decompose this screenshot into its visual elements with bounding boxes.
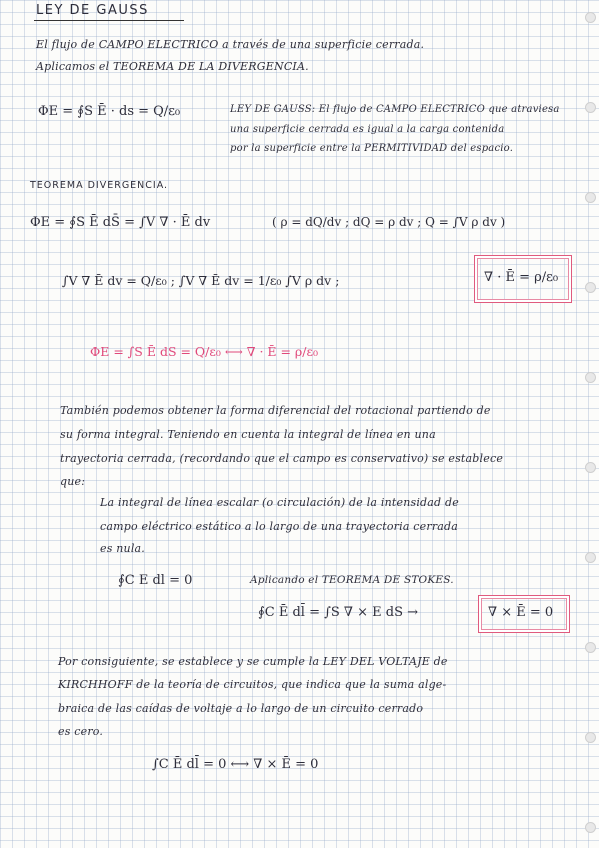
binder-hole xyxy=(585,282,596,293)
gauss-definition-1: LEY DE GAUSS: El flujo de CAMPO ELECTRICO que atraviesa xyxy=(230,104,560,115)
intro-line-1: El flujo de CAMPO ELECTRICO a través de una superficie cerrada. xyxy=(36,38,425,51)
binder-hole xyxy=(585,192,596,203)
section-divergence: TEOREMA DIVERGENCIA. xyxy=(30,180,169,191)
binder-hole xyxy=(585,552,596,563)
divergence-result: ∇ · Ē = ρ/ε₀ xyxy=(484,270,559,285)
paragraph-2-line-3: trayectoria cerrada, (recordando que el campo es conservativo) se establece xyxy=(60,452,504,465)
binder-hole xyxy=(585,372,596,383)
stokes-equation: ∮C Ē dl̄ = ∫S ∇ × E dS → xyxy=(258,605,419,620)
paragraph-4-line-3: braica de las caídas de voltaje a lo largo de un circuito cerrado xyxy=(58,702,424,715)
binder-hole xyxy=(585,462,596,473)
paragraph-2-line-1: También podemos obtener la forma diferencial del rotacional partiendo de xyxy=(60,404,491,417)
paragraph-2-line-2: su forma integral. Teniendo en cuenta la integral de línea en una xyxy=(60,428,436,441)
gauss-definition-3: por la superficie entre la PERMITIVIDAD del espacio. xyxy=(230,143,514,154)
paragraph-2-line-4: que: xyxy=(60,475,86,488)
paragraph-3-line-1: La integral de línea escalar (o circulación) de la intensidad de xyxy=(100,496,459,509)
gauss-summary-pink: ΦE = ∫S Ē dS = Q/ε₀ ⟷ ∇ · Ē = ρ/ε₀ xyxy=(90,344,318,359)
divergence-equation-2: ∫V ∇ Ē dv = Q/ε₀ ; ∫V ∇ Ē dv = 1/ε₀ ∫V ρ dv ; xyxy=(62,273,340,288)
circulation-equation: ∮C E dl = 0 xyxy=(118,573,193,588)
paragraph-3-line-2: campo eléctrico estático a lo largo de una trayectoria cerrada xyxy=(100,520,459,533)
binder-hole xyxy=(585,732,596,743)
paragraph-3-line-3: es nula. xyxy=(100,542,145,555)
binder-hole xyxy=(585,12,596,23)
paragraph-4-line-2: KIRCHHOFF de la teoría de circuitos, que indica que la suma alge- xyxy=(58,678,447,691)
stokes-label: Aplicando el TEOREMA DE STOKES. xyxy=(250,574,454,586)
charge-density-relations: ( ρ = dQ/dv ; dQ = ρ dv ; Q = ∫V ρ dv ) xyxy=(272,215,506,229)
paragraph-4-line-1: Por consiguiente, se establece y se cumple la LEY DEL VOLTAJE de xyxy=(58,655,448,668)
divergence-equation-1: ΦE = ∮S Ē dS̄ = ∫V ∇ · Ē dv xyxy=(30,215,211,230)
binder-hole xyxy=(585,102,596,113)
gauss-definition-2: una superficie cerrada es igual a la carga contenida xyxy=(230,124,505,135)
binder-hole xyxy=(585,642,596,653)
kirchhoff-equation: ∫C Ē dl̄ = 0 ⟷ ∇ × Ē = 0 xyxy=(152,757,319,772)
gauss-equation: ΦE = ∮S Ē · ds = Q/ε₀ xyxy=(38,104,181,119)
paragraph-4-line-4: es cero. xyxy=(58,725,104,738)
binder-hole xyxy=(585,822,596,833)
curl-result: ∇ × Ē = 0 xyxy=(488,605,554,620)
title-underline xyxy=(34,20,184,21)
intro-line-2: Aplicamos el TEOREMA DE LA DIVERGENCIA. xyxy=(36,60,309,73)
page-title: LEY DE GAUSS xyxy=(36,3,149,18)
